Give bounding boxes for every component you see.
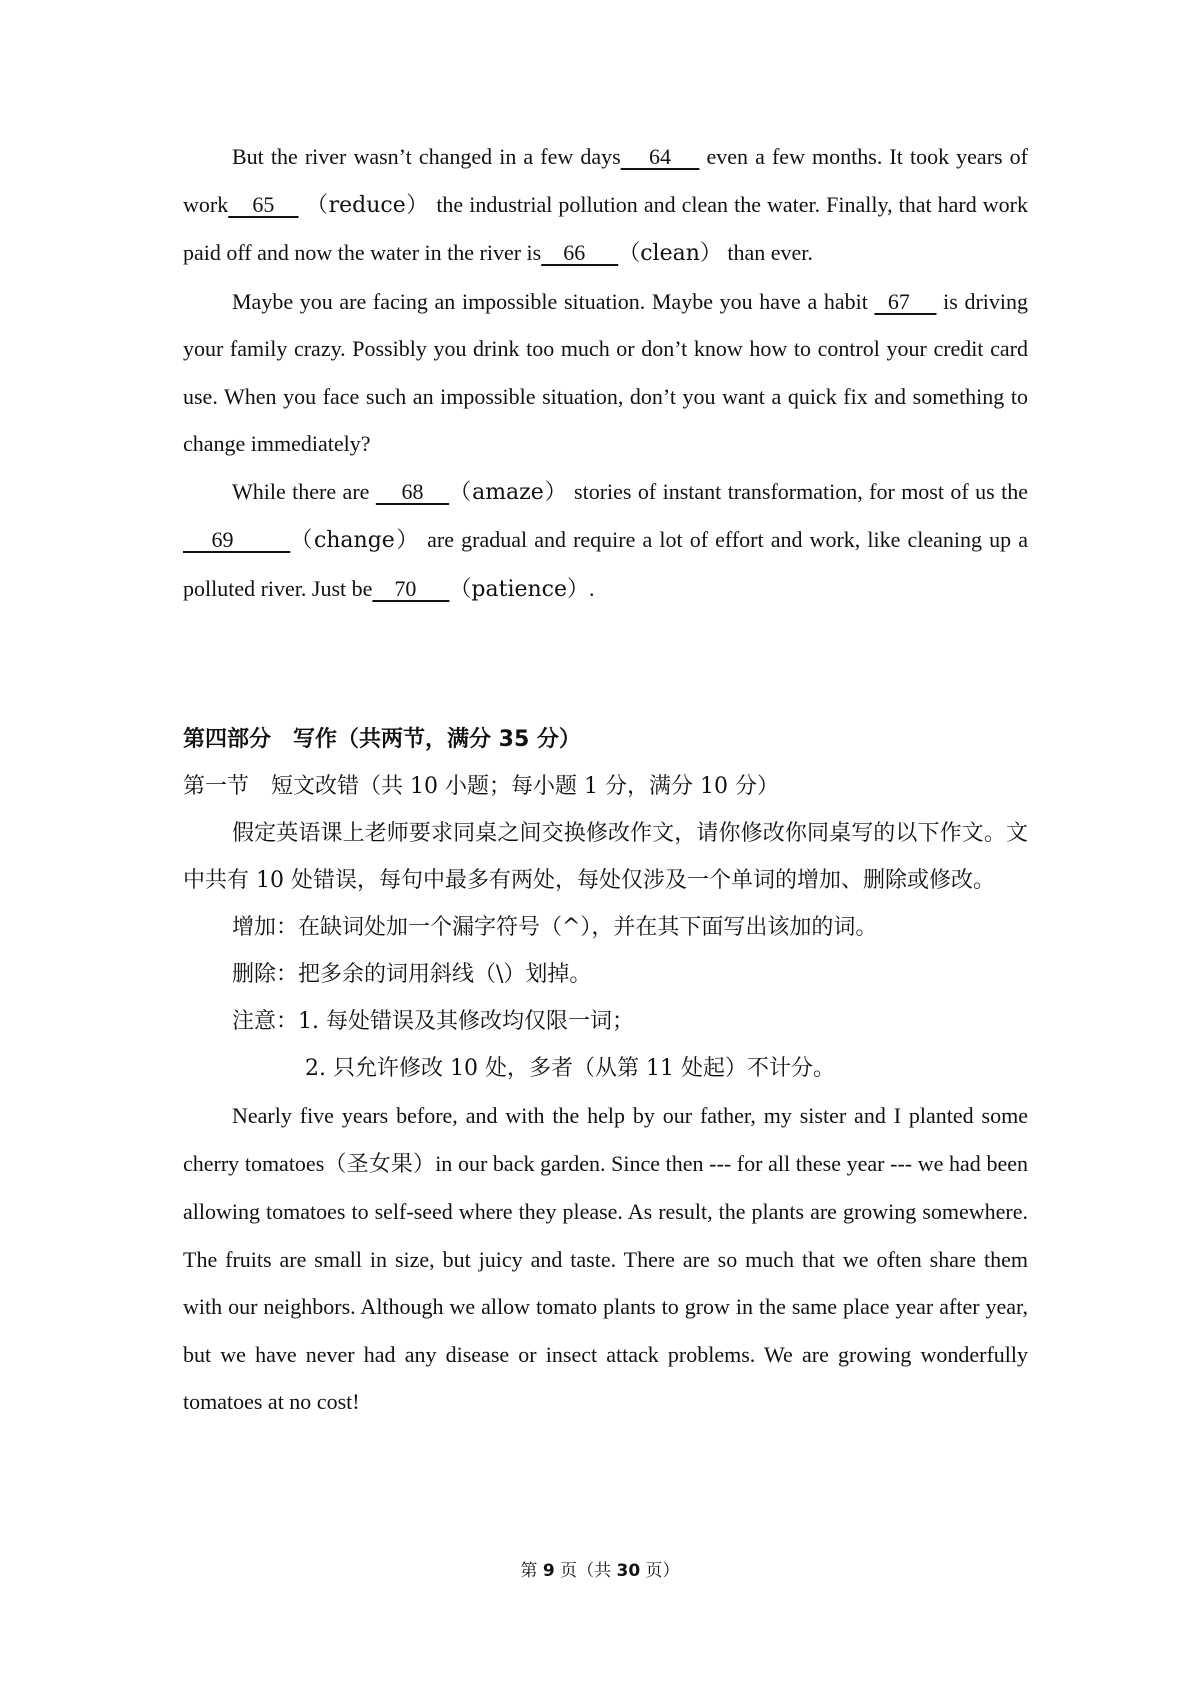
footer-text: 页（共 <box>554 1561 617 1581</box>
text-run: Nearly five years before, and with the help by our father, my sister and I planted some cherry tomatoes <box>183 1103 1028 1176</box>
hint-clean: （clean） <box>618 241 722 266</box>
footer-text: 页） <box>640 1561 680 1581</box>
passage-paragraph-3 <box>183 468 1028 614</box>
total-pages: 30 <box>616 1561 641 1581</box>
passage-section <box>183 133 1028 613</box>
page-footer <box>0 1556 1200 1581</box>
blank-65[interactable]: 65 <box>228 191 299 217</box>
blank-69[interactable]: 69 <box>183 527 291 552</box>
essay-paragraph <box>183 1092 1028 1426</box>
text-run: the industrial pollution and clean the water. Finally, that hard work paid off and now the water in the river is <box>183 191 1028 265</box>
passage-paragraph-2 <box>183 278 1028 468</box>
part4-section <box>183 716 1028 1426</box>
instruction-note-1: 注意：1. 每处错误及其修改均仅限一词； <box>232 1009 634 1034</box>
text-run: are gradual and require a lot of effort and work, like cleaning up a polluted river. Just be <box>183 527 1028 601</box>
text-run: While there are <box>232 478 376 504</box>
hint-reduce: （reduce） <box>298 192 437 218</box>
hint-patience: （patience） <box>449 576 590 602</box>
blank-66[interactable]: 66 <box>541 240 619 265</box>
text-run: stories of instant transformation, for most of us the <box>567 478 1028 504</box>
instruction-delete: 删除：把多余的词用斜线（\）划掉。 <box>232 962 592 987</box>
hint-change: （change） <box>290 528 421 553</box>
text-run: is driving your family crazy. Possibly you drink too much or don’t know how to control your credit card use. When you face such an impossible situation, don’t you want a quick fix and something to change immediately? <box>183 288 1029 456</box>
passage-paragraph-1 <box>183 133 1028 278</box>
blank-70[interactable]: 70 <box>372 575 450 601</box>
text-run: . <box>589 575 595 601</box>
cherry-tomato-cn: （圣女果） <box>324 1151 436 1177</box>
text-run: than ever. <box>721 240 813 265</box>
text-run: But the river wasn’t changed in a few days <box>232 144 621 169</box>
blank-67[interactable]: 67 <box>874 288 937 314</box>
footer-text: 第 <box>520 1561 543 1581</box>
instruction-add: 增加：在缺词处加一个漏字符号（^），并在其下面写出该加的词。 <box>232 915 878 940</box>
hint-amaze: （amaze） <box>449 479 568 505</box>
page-number: 9 <box>542 1561 555 1581</box>
text-run: even a few months. It took years of work <box>183 144 1028 217</box>
part4-title: 第四部分 写作（共两节，满分 35 分） <box>183 727 581 752</box>
blank-64[interactable]: 64 <box>620 144 700 169</box>
blank-68[interactable]: 68 <box>375 478 450 504</box>
instructions-intro: 假定英语课上老师要求同桌之间交换修改作文，请你修改你同桌写的以下作文。文中共有 10 处错误，每句中最多有两处，每处仅涉及一个单词的增加、删除或修改。 <box>183 821 1028 893</box>
text-run: in our back garden. Since then --- for all these year --- we had been allowing tomatoes to self-seed where they please. As result, the plants are growing somewhere. The fruits are small in size, but juicy and taste. There are so much that we often share them with our neighbors. Although we allow tomato plants to grow in the same place year after year, but we have never had any disease or insect attack problems. We are growing wonderfully tomatoes at no cost! <box>183 1150 1028 1414</box>
instruction-note-2: 2. 只允许修改 10 处，多者（从第 11 处起）不计分。 <box>305 1056 835 1081</box>
text-run: Maybe you are facing an impossible situation. Maybe you have a habit <box>232 288 875 314</box>
section1-title: 第一节 短文改错（共 10 小题；每小题 1 分，满分 10 分） <box>183 774 779 799</box>
